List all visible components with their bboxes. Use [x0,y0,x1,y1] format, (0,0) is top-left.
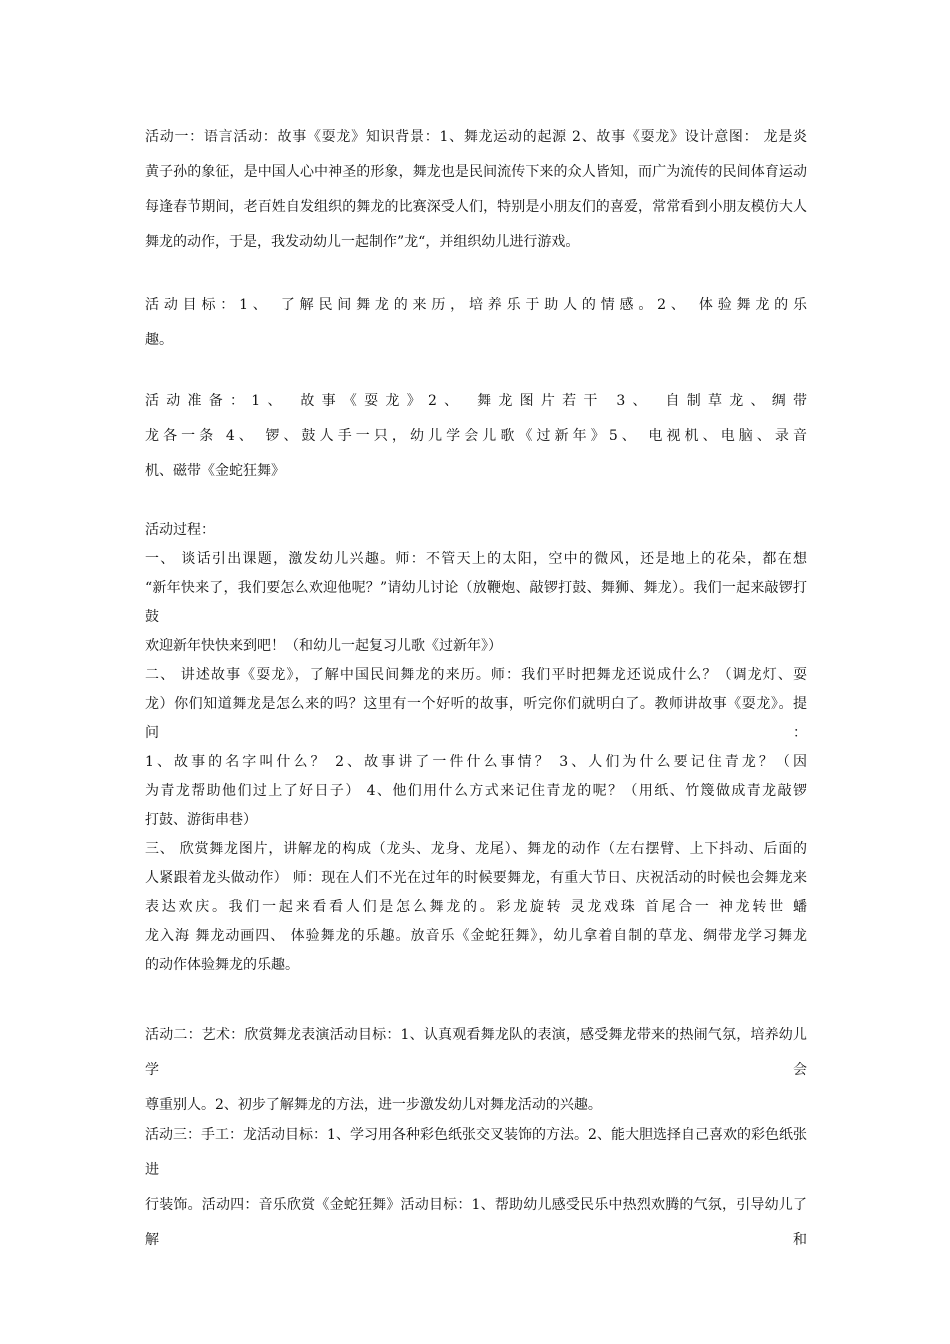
text-line: 活动一：语言活动：故事《耍龙》知识背景：1、舞龙运动的起源 2、故事《耍龙》设计意图： 龙是炎 [145,129,807,145]
text-line: 趣。 [145,332,173,348]
text-line: 二、 讲述故事《耍龙》，了解中国民间舞龙的来历。师：我们平时把舞龙还说成什么？（调龙灯、耍 [145,667,807,683]
text-line: 龙各一条 4、 锣、鼓人手一只，幼儿学会儿歌《过新年》5、 电视机、电脑、录音 [145,428,807,444]
text-line: 欢迎新年快快来到吧！（和幼儿一起复习儿歌《过新年》） [145,638,502,654]
text-line: 活动过程： [145,522,215,538]
text-line: 行装饰。活动四：音乐欣赏《金蛇狂舞》活动目标：1、帮助幼儿感受民乐中热烈欢腾的气氛，引导幼儿了解和 [145,1197,807,1248]
text-line: 活动准备：1、 故事《耍龙》2、 舞龙图片若干 3、 自制草龙、绸带 [145,393,807,409]
text-line: 每逢春节期间，老百姓自发组织的舞龙的比赛深受人们，特别是小朋友们的喜爱，常常看到小朋友模仿大人 [145,199,807,215]
text-line: 表达欢庆。我们一起来看看人们是怎么舞龙的。彩龙旋转 灵龙戏珠 首尾合一 神龙转世 蟠 [145,899,807,915]
text-line: 一、 谈话引出课题，激发幼儿兴趣。师：不管天上的太阳，空中的微风，还是地上的花朵，都在想 [145,551,807,567]
goals-paragraph [145,288,807,358]
activity-one-paragraph [145,120,807,260]
text-line: “新年快来了，我们要怎么欢迎他呢？”请幼儿讨论（放鞭炮、敲锣打鼓、舞狮、舞龙）。我们一起来敲锣打鼓 [145,580,807,625]
text-line: 活动三：手工：龙活动目标：1、学习用各种彩色纸张交叉装饰的方法。2、能大胆选择自己喜欢的彩色纸张进 [145,1127,807,1178]
text-line: 黄子孙的象征，是中国人心中神圣的形象，舞龙也是民间流传下来的众人皆知，而广为流传的民间体育运动 [145,164,807,180]
text-line: 机、磁带《金蛇狂舞》 [145,463,285,479]
text-line: 活动目标：1、 了解民间舞龙的来历，培养乐于助人的情感。2、 体验舞龙的乐 [145,297,807,313]
activity-three-paragraph [145,1118,807,1258]
text-line: 1、故事的名字叫什么？ 2、故事讲了一件什么事情？ 3、人们为什么要记住青龙？（因 [145,754,807,770]
text-line: 活动二：艺术：欣赏舞龙表演活动目标：1、认真观看舞龙队的表演，感受舞龙带来的热闹气氛，培养幼儿学会 [145,1027,807,1078]
text-line: 龙）你们知道舞龙是怎么来的吗？这里有一个好听的故事，听完你们就明白了。教师讲故事《耍龙》。提问： [145,696,807,741]
text-line: 打鼓、游街串巷） [145,812,257,828]
text-line: 龙入海 舞龙动画四、 体验舞龙的乐趣。放音乐《金蛇狂舞》，幼儿拿着自制的草龙、绸带龙学习舞龙 [145,928,807,944]
process-paragraph [145,516,807,980]
activity-two-paragraph [145,1018,807,1123]
text-line: 人紧跟着龙头做动作） 师：现在人们不光在过年的时候要舞龙，有重大节日、庆祝活动的时候也会舞龙来 [145,870,807,886]
preparation-paragraph [145,384,807,489]
text-line: 舞龙的动作，于是，我发动幼儿一起制作”龙“，并组织幼儿进行游戏。 [145,234,580,250]
text-line: 的动作体验舞龙的乐趣。 [145,957,299,973]
text-line: 尊重别人。2、初步了解舞龙的方法，进一步激发幼儿对舞龙活动的兴趣。 [145,1097,602,1113]
text-line: 为青龙帮助他们过上了好日子） 4、他们用什么方式来记住青龙的呢？（用纸、竹篾做成青龙敲锣 [145,783,807,799]
text-line: 三、 欣赏舞龙图片，讲解龙的构成（龙头、龙身、龙尾）、舞龙的动作（左右摆臂、上下抖动、后面的 [145,841,807,857]
